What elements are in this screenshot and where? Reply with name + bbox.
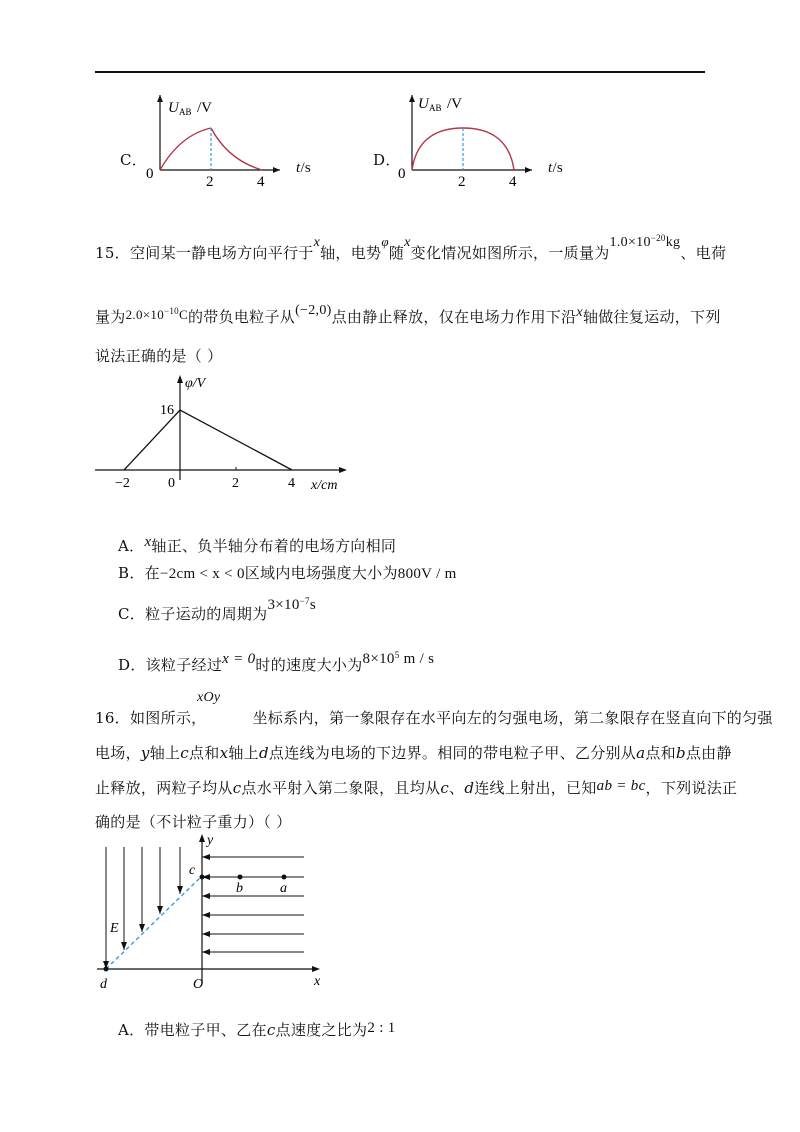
option-d-label: D． xyxy=(373,151,401,169)
graph-c-ylabel: U xyxy=(168,100,179,116)
graph-d-tick-2: 2 xyxy=(458,174,466,190)
q16-line-2: 电场，y轴上c点和x轴上d点连线为电场的下边界。相同的带电粒子甲、乙分别从a点和b点由静 xyxy=(95,744,732,762)
point-c xyxy=(200,875,205,880)
q16-coord: xOy xyxy=(197,690,221,705)
graph-d-tick-4: 4 xyxy=(509,174,517,190)
fig-label-o: O xyxy=(193,977,204,992)
graph-c-origin: 0 xyxy=(146,166,154,182)
phi-tick-2: 2 xyxy=(232,476,239,491)
graph-c-tick-2: 2 xyxy=(206,174,214,190)
fig-label-e: E xyxy=(110,921,119,936)
q16-line-3: 止释放，两粒子均从c点水平射入第二象限，且均从c、d连线上射出，已知ab = bc，下列说法正 xyxy=(95,778,738,797)
fig-label-y: y xyxy=(207,833,214,848)
q16-line-1: 16．如图所示， 坐标系内，第一象限存在水平向左的匀强电场，第二象限存在竖直向下的匀强 xyxy=(95,709,773,727)
graph-c-yunit: /V xyxy=(197,100,212,116)
q15-option-d: D．该粒子经过x = 0时的速度大小为$8\times 10^5$ m / s xyxy=(118,650,435,674)
q15-option-b: B．在−2cm < x < 0区域内电场强度大小为800V / m xyxy=(118,564,457,582)
header-rule xyxy=(95,71,705,73)
graph-d-yunit: /V xyxy=(447,96,462,112)
graph-d-x-axis: t/s xyxy=(548,160,564,176)
phi-x-label: x/cm xyxy=(311,478,338,493)
fig-label-c: c xyxy=(189,863,196,878)
q16-option-a: A．带电粒子甲、乙在c点速度之比为2 : 1 xyxy=(118,1020,396,1039)
fig-label-a: a xyxy=(280,881,287,896)
graph-c-x-axis: t/s xyxy=(296,160,312,176)
q15-line-1: 15．空间某一静电场方向平行于x轴，电势φ随x变化情况如图所示，一质量为$1.0\times 10^{-20}kg$、电荷 xyxy=(95,233,727,262)
q15-phi-graph xyxy=(95,370,355,495)
phi-tick-neg2: −2 xyxy=(115,476,130,491)
point-b xyxy=(238,875,243,880)
graph-c-tick-4: 4 xyxy=(257,174,265,190)
q16-line-4: 确的是（不计粒子重力）（ ） xyxy=(95,813,292,831)
q15-line-3: 说法正确的是（ ） xyxy=(95,347,223,365)
option-c-label: C． xyxy=(120,151,148,169)
phi-tick-0: 0 xyxy=(168,476,175,491)
q15-option-c: C．粒子运动的周期为$3\times 10^{-7}s$ xyxy=(118,596,316,623)
graph-d-ylabel: U xyxy=(418,96,429,112)
fig-label-b: b xyxy=(236,881,243,896)
q15-option-a: A．x轴正、负半轴分布着的电场方向相同 xyxy=(118,534,397,555)
phi-tick-4: 4 xyxy=(288,476,295,491)
fig-label-x: x xyxy=(314,974,321,989)
fig-label-d: d xyxy=(100,977,107,992)
graph-d-ysub: AB xyxy=(429,103,442,113)
q15-line-2: 量为$2.0\times 10^{-10}C$的带负电粒子从(−2,0)点由静止释放，仅在电场力作用下沿x轴做往复运动，下列 xyxy=(95,303,721,326)
graph-d xyxy=(392,90,542,190)
graph-d-origin: 0 xyxy=(398,166,406,182)
graph-c-ysub: AB xyxy=(179,107,192,117)
phi-y-label: φ/V xyxy=(185,376,206,391)
point-d xyxy=(104,967,109,972)
graph-c xyxy=(140,90,290,190)
phi-peak-label: 16 xyxy=(160,403,174,418)
point-a xyxy=(282,875,287,880)
q16-field-figure xyxy=(92,832,332,994)
